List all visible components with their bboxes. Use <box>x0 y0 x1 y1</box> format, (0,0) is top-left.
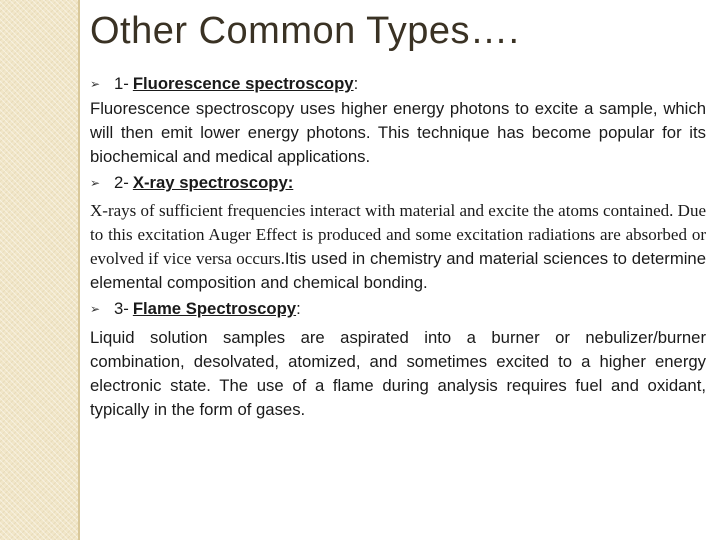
heading-suffix: : <box>353 74 359 93</box>
slide-content <box>90 70 706 422</box>
paragraph-xray-sans: Itis used in chemistry and material sciences to determine elemental composition and chemical bonding. <box>90 249 706 292</box>
paragraph-flame: Liquid solution samples are aspirated into a burner or nebulizer/burner combination, desolvated, atomized, and sometimes excited to a higher energy electronic state. The use of a flame during analysis requires fuel and oxidant, typically in the form of gases. <box>90 328 706 419</box>
section-heading: X-ray spectroscopy: <box>132 173 294 192</box>
section-heading: Flame Spectroscopy <box>132 299 297 318</box>
paragraph-xray <box>90 199 706 295</box>
heading-suffix: : <box>296 299 301 318</box>
side-divider <box>78 0 80 540</box>
bullet-number: 3- <box>114 299 129 318</box>
bullet-number: 1- <box>114 74 129 93</box>
section-heading: Fluorescence spectroscopy <box>132 74 354 93</box>
bullet-number: 2- <box>114 173 129 192</box>
paragraph-fluorescence: Fluorescence spectroscopy uses higher energy photons to excite a sample, which will then emit lower energy photons. This technique has become popular for its biochemical and medical applications. <box>90 99 706 166</box>
paragraph-xray-serif: X-rays of sufficient frequencies interact with material and excite the atoms contained. Due to this excitation Auger Effect is produced and some excitation radiations are absorbed or evolved if vice versa occurs. <box>90 201 706 268</box>
bullet-xray <box>90 171 706 196</box>
arrow-bullet-icon: ➢ <box>90 176 101 190</box>
arrow-bullet-icon: ➢ <box>90 302 101 316</box>
bullet-flame <box>90 297 706 322</box>
bullet-fluorescence <box>90 72 706 97</box>
slide-title: Other Common Types…. <box>90 10 520 52</box>
decorative-side-band <box>0 0 78 540</box>
arrow-bullet-icon: ➢ <box>90 77 101 91</box>
